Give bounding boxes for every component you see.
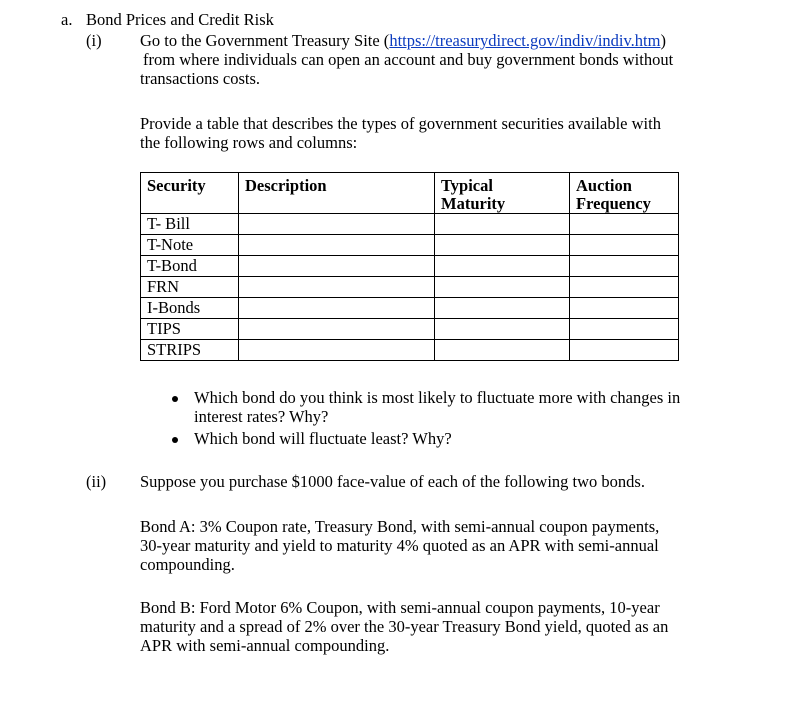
table-prompt-line-1: Provide a table that describes the types of government securities available with: [140, 114, 661, 133]
part-i-line-1: [140, 31, 666, 50]
maturity-cell: [435, 277, 570, 298]
auction-cell: [570, 298, 679, 319]
description-cell: [239, 340, 435, 361]
table-row: [141, 298, 679, 319]
security-cell: FRN: [141, 277, 239, 298]
security-cell: STRIPS: [141, 340, 239, 361]
bond-b-line-3: APR with semi-annual compounding.: [140, 636, 390, 655]
auction-cell: [570, 256, 679, 277]
bond-a-line-1: Bond A: 3% Coupon rate, Treasury Bond, with semi-annual coupon payments,: [140, 517, 660, 536]
header-description: Description: [239, 173, 435, 214]
header-security: Security: [141, 173, 239, 214]
part-i-line-3: transactions costs.: [140, 69, 261, 88]
question-2: Which bond will fluctuate least? Why?: [194, 429, 452, 448]
description-cell: [239, 235, 435, 256]
maturity-cell: [435, 214, 570, 235]
security-cell: T-Bond: [141, 256, 239, 277]
table-prompt-line-2: the following rows and columns:: [140, 133, 358, 152]
part-i-marker: (i): [86, 31, 102, 50]
auction-cell: [570, 319, 679, 340]
question-1-line-2: interest rates? Why?: [194, 407, 329, 426]
description-cell: [239, 277, 435, 298]
part-i-line-1-before: Go to the Government Treasury Site (: [140, 31, 390, 50]
description-cell: [239, 256, 435, 277]
part-ii-intro: Suppose you purchase $1000 face-value of each of the following two bonds.: [140, 472, 645, 491]
bullet-icon: [172, 396, 178, 402]
security-cell: T-Note: [141, 235, 239, 256]
security-cell: TIPS: [141, 319, 239, 340]
securities-table: [140, 172, 679, 361]
part-i-line-1-after: ): [660, 31, 666, 50]
header-auction-line-1: Auction: [576, 176, 632, 195]
bond-b-line-1: Bond B: Ford Motor 6% Coupon, with semi-annual coupon payments, 10-year: [140, 598, 660, 617]
table-row: [141, 319, 679, 340]
bond-b-line-2: maturity and a spread of 2% over the 30-year Treasury Bond yield, quoted as an: [140, 617, 669, 636]
bond-a-line-3: compounding.: [140, 555, 235, 574]
table-row: [141, 235, 679, 256]
part-i-line-2: from where individuals can open an account and buy government bonds without: [143, 50, 674, 69]
security-cell: T- Bill: [141, 214, 239, 235]
auction-cell: [570, 340, 679, 361]
bond-a-line-2: 30-year maturity and yield to maturity 4% quoted as an APR with semi-annual: [140, 536, 659, 555]
auction-cell: [570, 277, 679, 298]
question-1-line-1: Which bond do you think is most likely to fluctuate more with changes in: [194, 388, 681, 407]
maturity-cell: [435, 340, 570, 361]
security-cell: I-Bonds: [141, 298, 239, 319]
description-cell: [239, 298, 435, 319]
table-row: [141, 214, 679, 235]
table-row: [141, 340, 679, 361]
table-row: [141, 277, 679, 298]
section-marker: a.: [61, 10, 73, 29]
bullet-icon: [172, 437, 178, 443]
header-auction-frequency: [570, 173, 679, 214]
header-auction-line-2: Frequency: [576, 194, 651, 213]
maturity-cell: [435, 235, 570, 256]
maturity-cell: [435, 298, 570, 319]
part-ii-marker: (ii): [86, 472, 107, 491]
section-title: Bond Prices and Credit Risk: [86, 10, 274, 29]
header-maturity-line-1: Typical: [441, 176, 493, 195]
treasury-direct-link[interactable]: https://treasurydirect.gov/indiv/indiv.htm: [389, 31, 661, 50]
description-cell: [239, 214, 435, 235]
maturity-cell: [435, 319, 570, 340]
description-cell: [239, 319, 435, 340]
auction-cell: [570, 214, 679, 235]
header-typical-maturity: [435, 173, 570, 214]
auction-cell: [570, 235, 679, 256]
table-header-row: [141, 173, 679, 214]
header-maturity-line-2: Maturity: [441, 194, 506, 213]
table-row: [141, 256, 679, 277]
maturity-cell: [435, 256, 570, 277]
